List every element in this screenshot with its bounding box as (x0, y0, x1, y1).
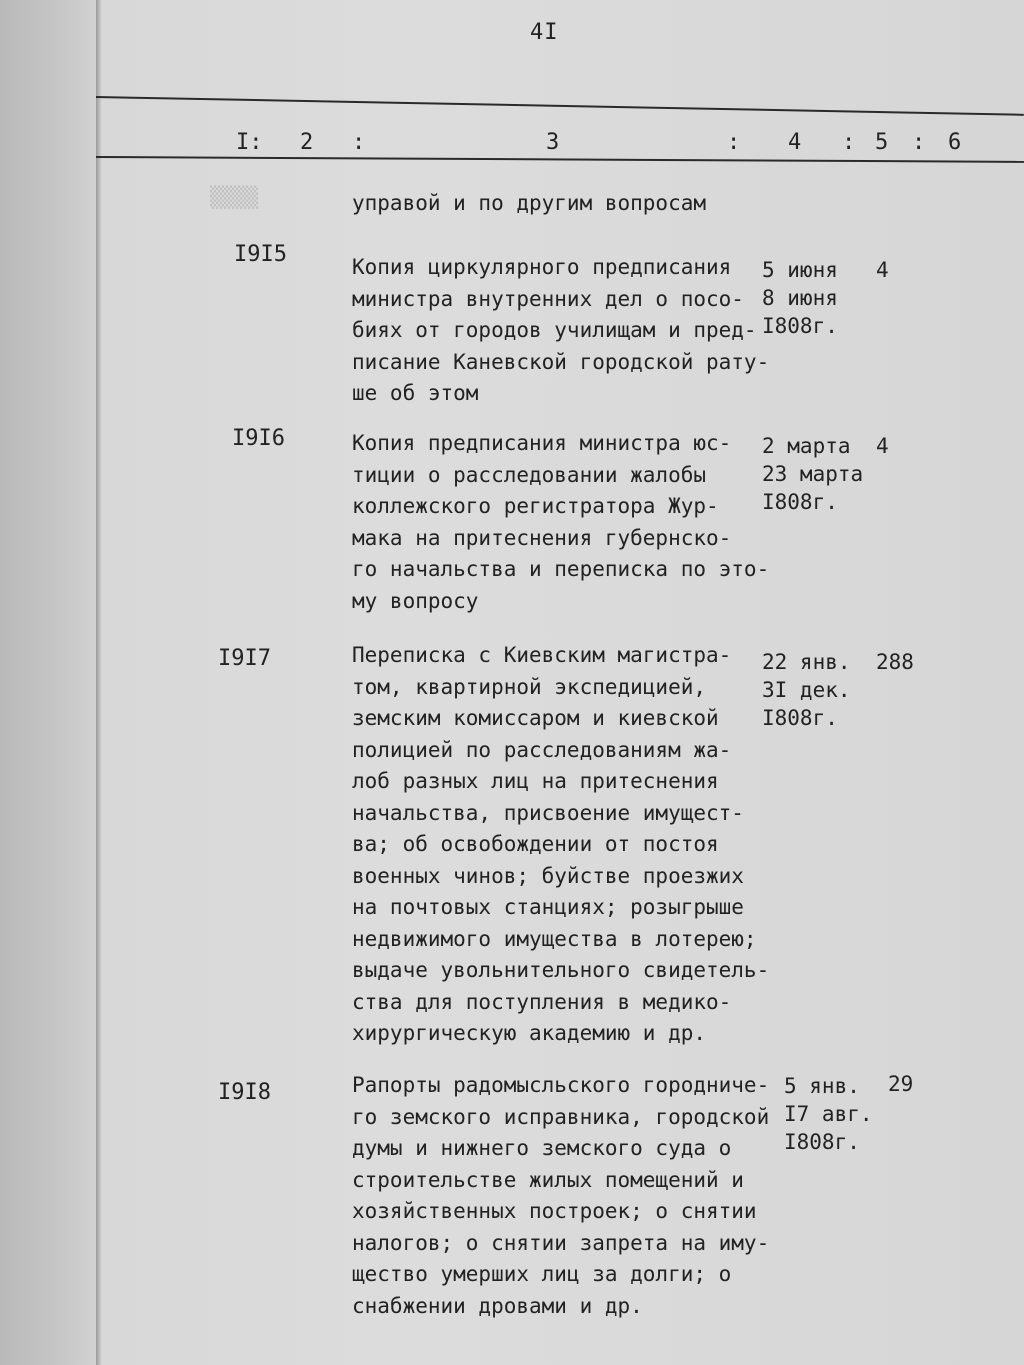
entry-number: I9I8 (218, 1080, 271, 1105)
table-header-top-rule (96, 96, 1024, 116)
bleed-through: ▒▒▒▒ (210, 185, 259, 209)
entry-sheet-count: 29 (888, 1072, 914, 1096)
header-separator: : (912, 130, 926, 155)
entry-description: Переписка с Киевским магистра- том, квартирной экспедицией, земским комиссаром и киевской полицией по расследованиям жа- лоб разных лиц на притеснения начальства, присвоение имущест- ва; об освобождении от постоя военных чинов; буйстве проезжих на почтовых станциях; розыгрыше недвижимого имущества в лотерею; выдаче увольнительного свидетель- ства для поступления в медико- хирургическую академию и др. (352, 643, 770, 1045)
header-col-1: I: (236, 130, 263, 155)
entry-dates: 5 июня 8 июня I808г. (762, 258, 838, 338)
header-col-5: 5 (875, 130, 889, 155)
entry-number: I9I6 (232, 426, 285, 451)
header-separator: : (352, 130, 366, 155)
header-col-4: 4 (788, 130, 802, 155)
header-separator: : (727, 130, 741, 155)
header-col-6: 6 (948, 130, 962, 155)
entry-number: I9I7 (218, 646, 271, 671)
entry-description: Рапорты радомысльского городниче- го земского исправника, городской думы и нижнего земского суда о строительстве жилых помещений и хозяйственных построек; о снятии налогов; о снятии запрета на иму- щество умерших лиц за долги; о снабжении дровами и др. (352, 1073, 770, 1318)
entry-description: Копия циркулярного предписания министра внутренних дел о посо- биях от городов училищам и пред- писание Каневской городской рату- ше об этом (352, 255, 770, 405)
entry-dates: 5 янв. I7 авг. I808г. (784, 1074, 873, 1154)
header-separator: : (842, 130, 856, 155)
continuation-text: управой и по другим вопросам (352, 191, 707, 215)
entry-sheet-count: 288 (876, 650, 914, 674)
page-number: 4I (530, 20, 559, 45)
binding-shadow (96, 0, 102, 1365)
entry-sheet-count: 4 (876, 258, 889, 282)
entry-dates: 2 марта 23 марта I808г. (762, 434, 864, 514)
header-col-3: 3 (546, 130, 560, 155)
entry-sheet-count: 4 (876, 434, 889, 458)
table-header-bottom-rule (96, 156, 1024, 163)
entry-number: I9I5 (234, 242, 287, 267)
header-col-2: 2 (300, 130, 314, 155)
entry-description: Копия предписания министра юс- тиции о расследовании жалобы коллежского регистратора Жур- мака на притеснения губернско- го начальства и переписка по это- му вопросу (352, 431, 770, 613)
entry-dates: 22 янв. 3I дек. I808г. (762, 650, 851, 730)
